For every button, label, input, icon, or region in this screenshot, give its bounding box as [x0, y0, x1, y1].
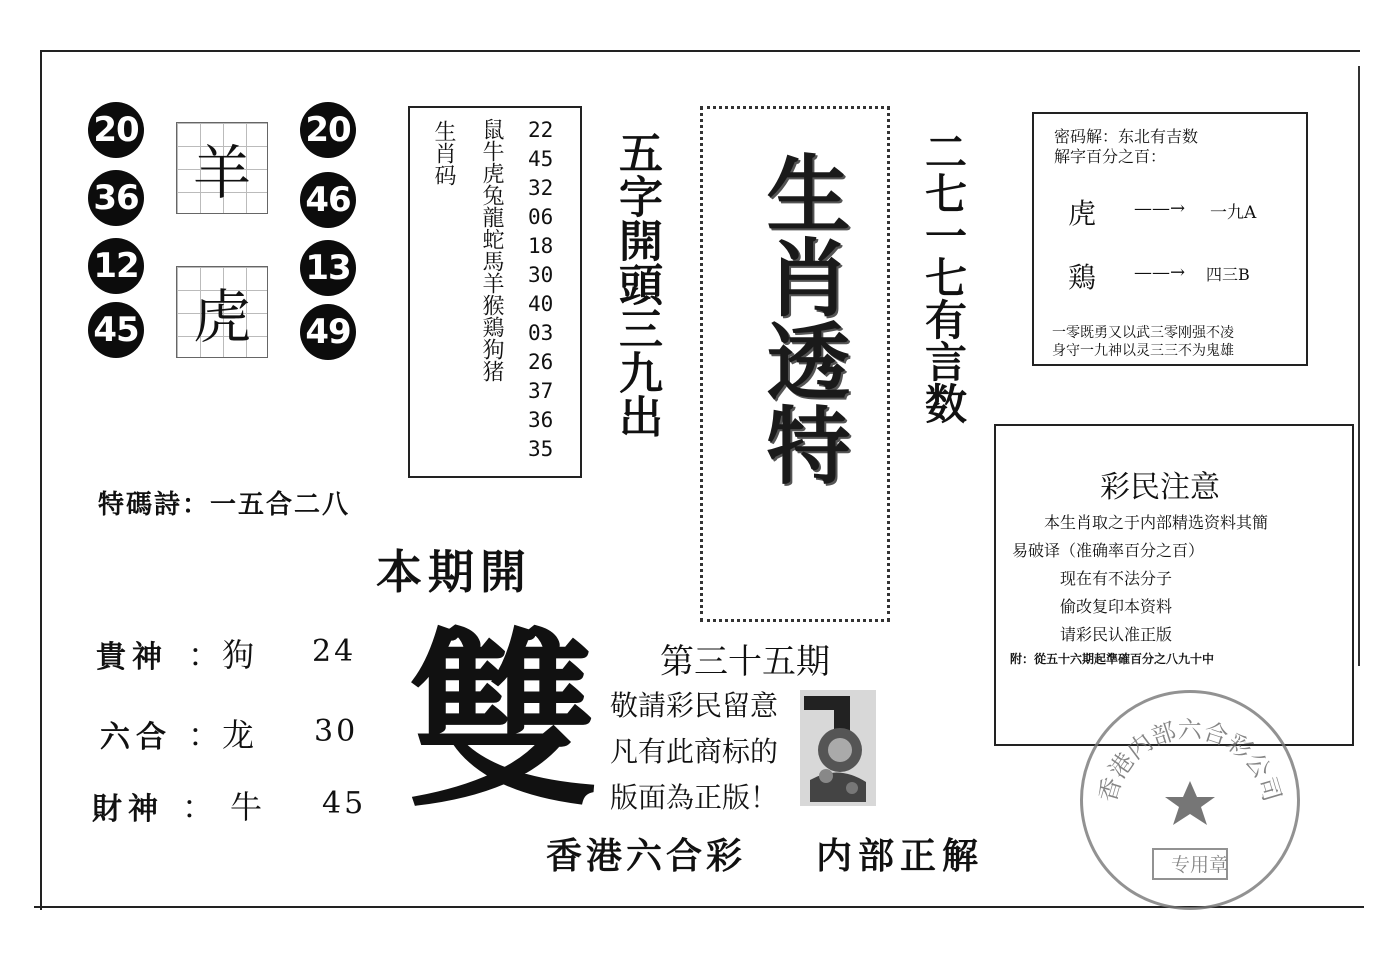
hint-column-five: 五字開頭三九出	[611, 130, 662, 438]
notice-footnote: 附：從五十六期起準確百分之八九十中	[1010, 652, 1215, 666]
zodiac-number: 26	[528, 350, 554, 374]
zodiac-number: 32	[528, 176, 554, 200]
deity-number: 24	[312, 634, 357, 669]
deity-sep: ：	[188, 636, 221, 674]
deity-animal: 龙	[222, 716, 255, 754]
number-ball: 20	[300, 102, 356, 158]
highlight-char-box	[176, 122, 268, 214]
notice-line: 偷改复印本资料	[1060, 597, 1173, 616]
zodiac-number: 22	[528, 118, 554, 142]
notice-line: 易破译（准确率百分之百）	[1012, 541, 1205, 560]
frame-right-line	[1358, 66, 1360, 666]
footer-tagline: 内部正解	[816, 835, 985, 877]
number-ball: 20	[88, 102, 144, 158]
this-issue-label: 本期開	[376, 545, 532, 599]
password-animal: 鶏	[1068, 261, 1097, 294]
zodiac-number: 30	[528, 263, 554, 287]
password-line2: 解字百分之百：	[1054, 147, 1167, 166]
deity-sep: ：	[188, 716, 221, 754]
deity-number: 30	[314, 714, 359, 749]
footer-brand: 香港六合彩	[546, 835, 747, 877]
deity-sep: ：	[182, 788, 215, 826]
zodiac-number: 18	[528, 234, 554, 258]
arrow-icon: ——→	[1134, 198, 1186, 219]
password-poem: 一零既勇又以武三零刚强不凌	[1052, 325, 1234, 341]
special-poem: 特碼詩：一五合二八	[98, 490, 351, 520]
zodiac-number: 35	[528, 437, 554, 461]
big-answer-char: 雙	[408, 610, 599, 833]
zodiac-table-label: 生肖码	[431, 120, 456, 186]
zodiac-number: 06	[528, 205, 554, 229]
zodiac-number: 03	[528, 321, 554, 345]
hint-column-two: 二七一七有言数	[919, 130, 968, 424]
zodiac-animals: 鼠牛虎兔龍蛇馬羊猴鶏狗猪	[479, 118, 504, 382]
highlight-char-box	[176, 266, 268, 358]
deity-number: 45	[322, 786, 367, 821]
notice-title: 彩民注意	[1100, 470, 1220, 505]
password-poem: 身守一九神以灵三三不为鬼雄	[1052, 343, 1234, 359]
deity-animal: 牛	[230, 788, 263, 826]
zodiac-number: 37	[528, 379, 554, 403]
number-ball: 13	[300, 240, 356, 296]
number-ball: 49	[300, 304, 356, 360]
password-value: 一九A	[1210, 203, 1257, 223]
trademark-image	[800, 690, 876, 806]
zodiac-number: 36	[528, 408, 554, 432]
password-animal: 虎	[1068, 197, 1097, 230]
authentic-notice: 敬請彩民留意	[610, 689, 779, 722]
number-ball: 45	[88, 302, 144, 358]
password-line1: 密码解：东北有吉数	[1054, 127, 1199, 146]
deity-label: 六合	[100, 720, 172, 755]
highlight-char: 羊	[192, 139, 251, 207]
issue-number: 第三十五期	[660, 642, 830, 682]
svg-text:香港内部六合彩公司: 香港内部六合彩公司	[1093, 715, 1287, 806]
number-ball: 46	[300, 172, 356, 228]
notice-line: 本生肖取之于内部精选资料其簡	[1044, 513, 1269, 532]
deity-animal: 狗	[222, 636, 255, 674]
highlight-char: 虎	[192, 283, 251, 351]
number-ball: 12	[88, 238, 144, 294]
arrow-icon: ——→	[1134, 262, 1186, 283]
deity-label: 貴神	[96, 640, 168, 675]
authentic-notice: 版面為正版！	[610, 781, 779, 814]
company-seal	[1080, 690, 1300, 910]
number-ball: 36	[88, 170, 144, 226]
zodiac-numbers	[528, 116, 553, 464]
notice-line: 请彩民认准正版	[1060, 625, 1173, 644]
zodiac-number: 40	[528, 292, 554, 316]
center-title: 生肖透特	[753, 150, 852, 486]
notice-line: 现在有不法分子	[1060, 569, 1173, 588]
authentic-notice: 凡有此商标的	[610, 735, 779, 768]
zodiac-number: 45	[528, 147, 554, 171]
deity-label: 財神	[92, 792, 164, 827]
seal-label: 专用章	[1171, 854, 1229, 876]
password-value: 四三B	[1206, 265, 1250, 284]
